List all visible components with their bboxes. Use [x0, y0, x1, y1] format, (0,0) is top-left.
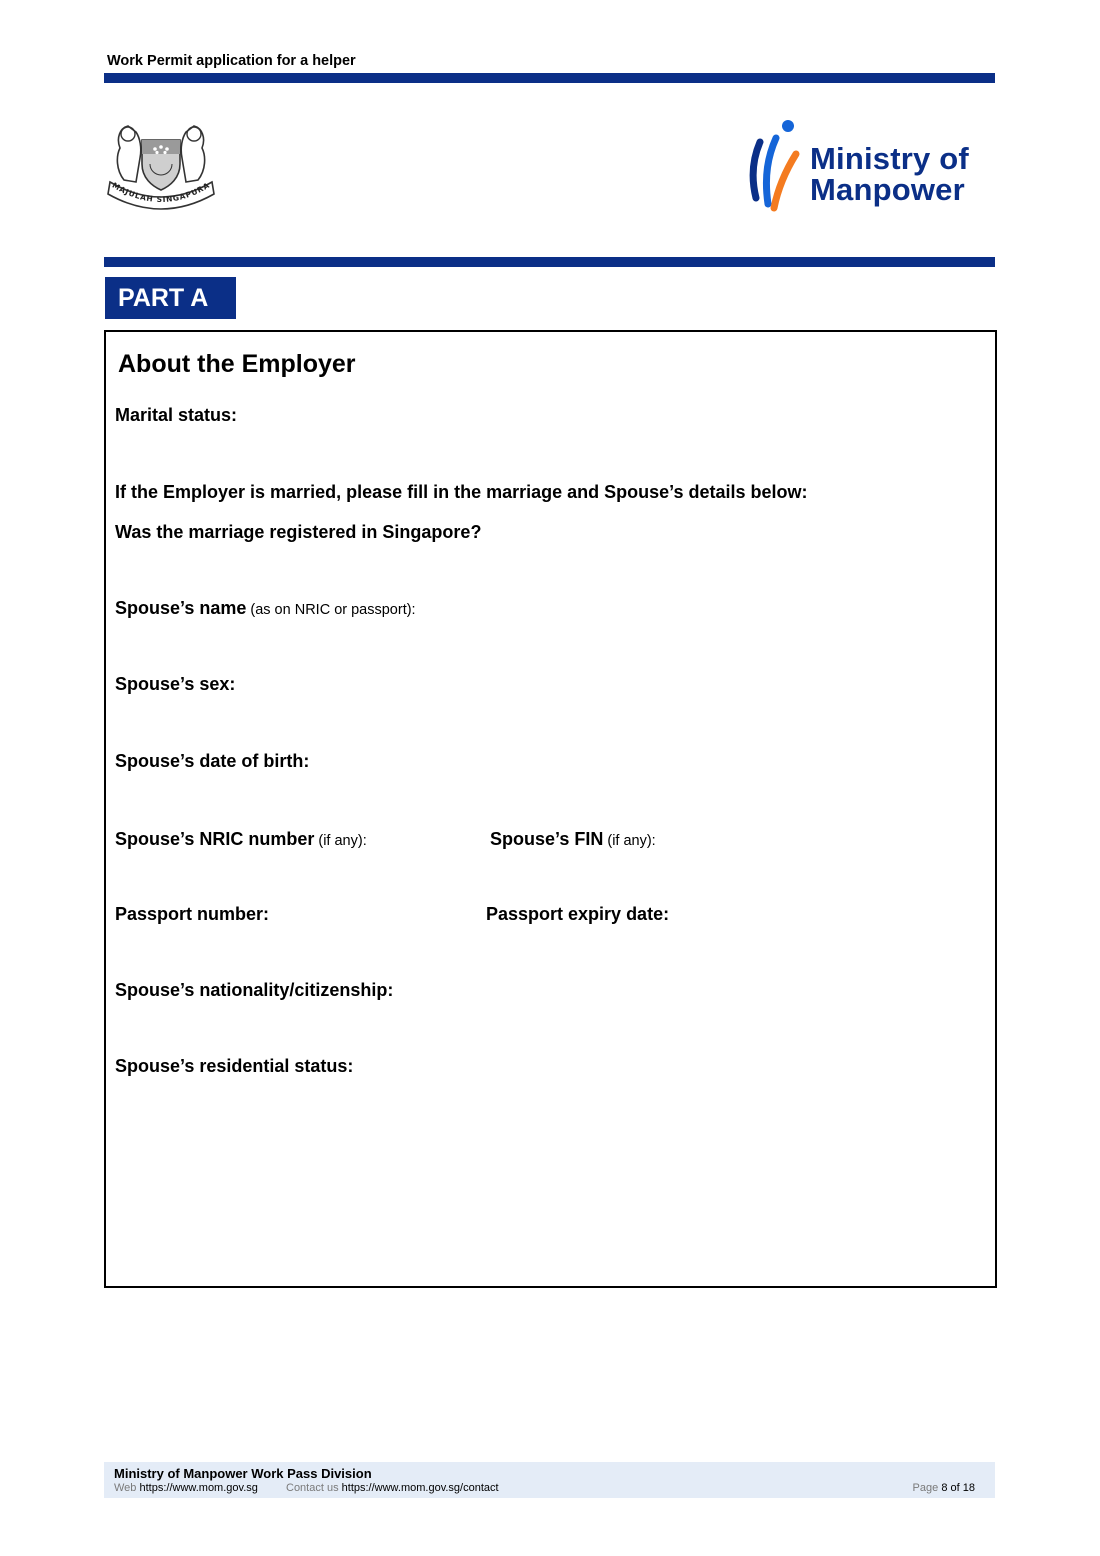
spouse-residential-label: Spouse’s residential status:: [115, 1056, 354, 1076]
part-a-tab: PART A: [105, 277, 236, 319]
footer-web-link[interactable]: https://www.mom.gov.sg: [139, 1482, 258, 1494]
spouse-fin-text: Spouse’s FIN: [490, 829, 604, 849]
section-divider-bar: [104, 257, 995, 267]
spouse-sex-label: Spouse’s sex:: [115, 674, 236, 694]
spouse-nric-label: [115, 829, 367, 850]
page-number: [913, 1482, 975, 1494]
header-divider-bar: [104, 73, 995, 83]
spouse-name-hint: (as on NRIC or passport):: [250, 602, 416, 618]
document-title: Work Permit application for a helper: [107, 53, 356, 69]
mom-logo-line-1: Ministry of: [810, 141, 969, 176]
footer-links: [114, 1482, 499, 1494]
page-of: of: [950, 1482, 960, 1494]
spouse-nric-hint: (if any):: [318, 833, 367, 849]
crest-motto: MAJULAH SINGAPURA: [110, 180, 212, 205]
footer-organisation: Ministry of Manpower Work Pass Division: [114, 1466, 372, 1481]
spouse-dob-label: Spouse’s date of birth:: [115, 751, 310, 771]
mom-logo-mark-icon: [746, 118, 806, 213]
employer-form-box: [104, 330, 997, 1288]
page-footer: [104, 1462, 995, 1498]
spouse-nric-text: Spouse’s NRIC number: [115, 829, 315, 849]
footer-contact-label: Contact us: [286, 1482, 339, 1494]
singapore-coat-of-arms-icon: [106, 118, 216, 213]
spouse-name-label: [115, 598, 416, 619]
married-instruction: If the Employer is married, please fill in the marriage and Spouse’s details below:: [115, 482, 808, 502]
spouse-fin-hint: (if any):: [607, 833, 656, 849]
passport-number-label: Passport number:: [115, 904, 270, 924]
spouse-fin-label: [490, 829, 656, 850]
mom-logo-line-2: Manpower: [810, 172, 965, 207]
marital-status-label: Marital status:: [115, 405, 238, 425]
spouse-nationality-label: Spouse’s nationality/citizenship:: [115, 980, 394, 1000]
passport-expiry-label: Passport expiry date:: [486, 904, 670, 924]
section-title: About the Employer: [118, 350, 356, 378]
footer-web-label: Web: [114, 1482, 137, 1494]
footer-contact-link[interactable]: https://www.mom.gov.sg/contact: [341, 1482, 499, 1494]
page-total: 18: [962, 1482, 975, 1494]
spouse-name-text: Spouse’s name: [115, 598, 247, 618]
page-label: Page: [912, 1482, 939, 1494]
page-current: 8: [941, 1482, 948, 1494]
mom-logo: [746, 118, 976, 213]
marriage-registered-question: Was the marriage registered in Singapore?: [115, 522, 482, 542]
